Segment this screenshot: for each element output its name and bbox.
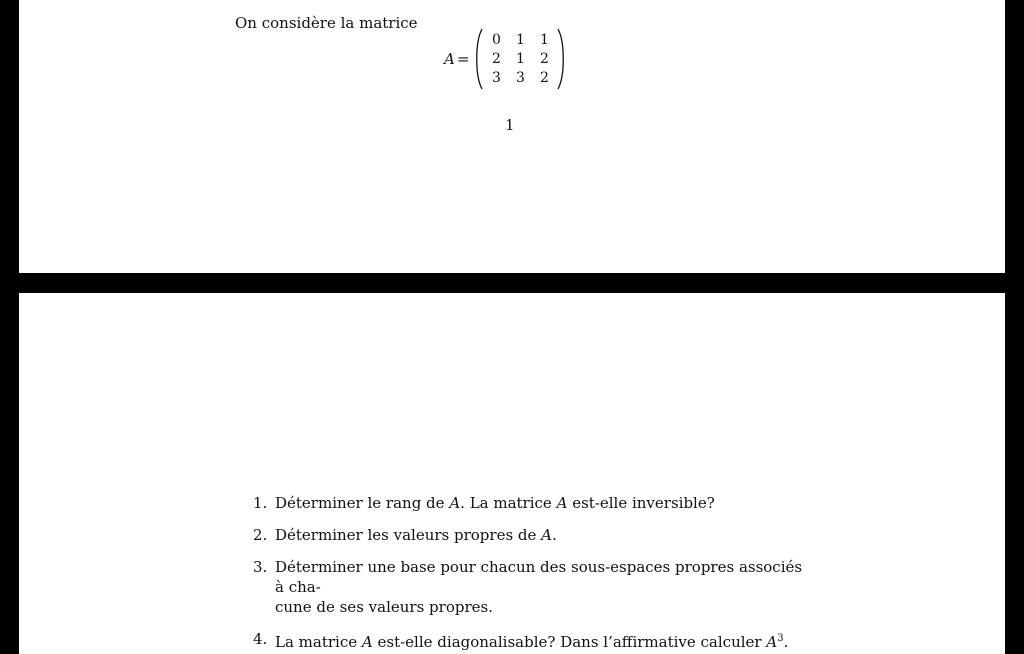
- question-4: [253, 629, 813, 652]
- matrix-cell: 1: [515, 31, 525, 48]
- question-number: 2.: [253, 526, 268, 544]
- matrix-name: A: [444, 50, 455, 68]
- matrix-cell: 2: [539, 69, 549, 86]
- matrix-grid: [484, 31, 556, 88]
- matrix-cell: 0: [491, 31, 501, 48]
- matrix-cell: 2: [539, 50, 549, 67]
- question-2: [253, 525, 813, 545]
- question-text: Déterminer une base pour chacun des sous-espaces propres associés à cha- cune de ses valeurs propres.: [275, 558, 803, 616]
- matrix-cell: 3: [515, 69, 525, 86]
- matrix-equation: [444, 28, 567, 90]
- exponent: 3: [777, 633, 784, 644]
- question-text: La matrice A est-elle diagonalisable? Dans l’affirmative calculer $A^3$.: [275, 633, 789, 651]
- question-number: 4.: [253, 630, 268, 648]
- question-number: 3.: [253, 558, 268, 576]
- intro-text: On considère la matrice: [235, 14, 418, 32]
- question-1: [253, 493, 813, 513]
- right-parenthesis: [557, 28, 567, 90]
- left-parenthesis: [473, 28, 483, 90]
- matrix-cell: 2: [491, 50, 501, 67]
- top-page: [19, 0, 1005, 273]
- matrix-cell: 1: [539, 31, 549, 48]
- matrix-cell: 1: [515, 50, 525, 67]
- question-text: Déterminer les valeurs propres de A.: [275, 526, 557, 544]
- matrix-cell: 3: [491, 69, 501, 86]
- bottom-page: [19, 293, 1005, 654]
- equals-sign: =: [456, 50, 470, 68]
- question-number: 1.: [253, 494, 268, 512]
- page-number: 1: [505, 116, 515, 134]
- question-list: [253, 493, 813, 654]
- question-text: Déterminer le rang de A. La matrice A est-elle inversible?: [275, 494, 715, 512]
- question-3: [253, 557, 813, 617]
